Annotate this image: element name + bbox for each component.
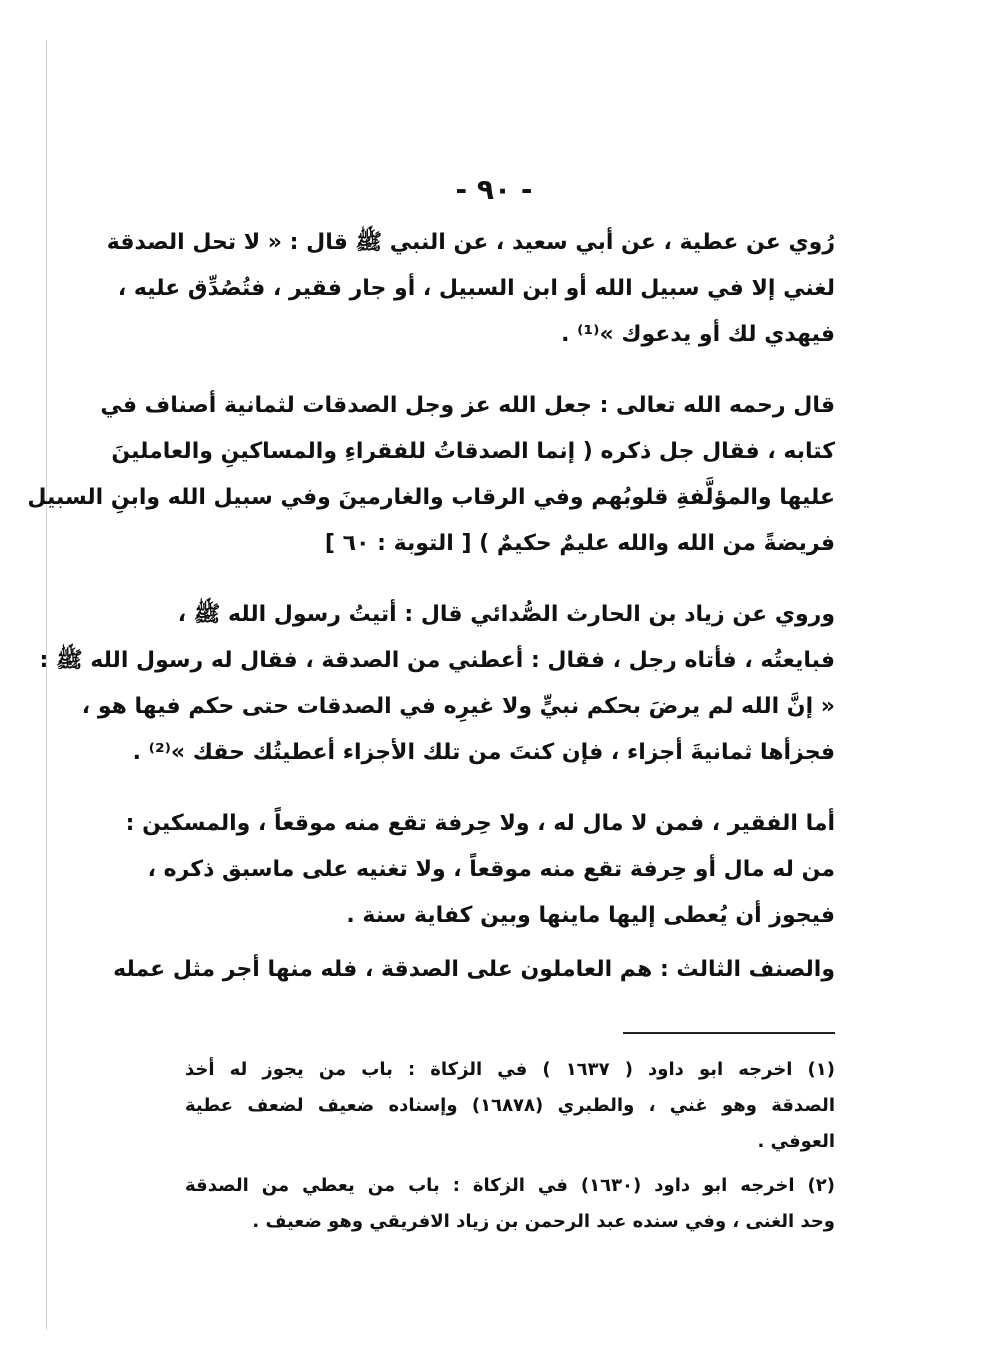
text-line: وروي عن زياد بن الحارث الصُّدائي قال : أتيتُ رسول الله ﷺ ، (177, 602, 835, 627)
text-line: والصنف الثالث : هم العاملون على الصدقة ، فله منها أجر مثل عمله (113, 957, 835, 982)
paragraph-hadith-atiyya (106, 220, 835, 358)
footnote-line: الصدقة وهو غني ، والطبري (١٦٨٧٨) وإسناده ضعيف لضعف عطية (185, 1095, 835, 1116)
scan-edge-line (46, 40, 47, 1330)
footnote-2 (185, 1168, 835, 1240)
footnote-separator (623, 1032, 835, 1034)
footnote-line: العوفي . (757, 1131, 835, 1152)
text-line: رُوي عن عطية ، عن أبي سعيد ، عن النبي ﷺ قال : « لا تحل الصدقة (106, 230, 835, 255)
text-line: « إنَّ الله لم يرضَ بحكم نبيٍّ ولا غيرِه في الصدقات حتى حكم فيها هو ، (81, 694, 835, 719)
footnote-line: وحد الغنى ، وفي سنده عبد الرحمن بن زياد الافريقي وهو ضعيف . (252, 1211, 835, 1232)
footnote-line: (١) اخرجه ابو داود ( ١٦٣٧ ) في الزكاة : باب من يجوز له أخذ (185, 1059, 836, 1080)
footnote-line: (٢) اخرجه ابو داود (١٦٣٠) في الزكاة : باب من يعطي من الصدقة (185, 1175, 835, 1196)
text-line: فبايعتُه ، فأتاه رجل ، فقال : أعطني من الصدقة ، فقال له رسول الله ﷺ : (39, 648, 835, 673)
text-line: كتابه ، فقال جل ذكره ( إنما الصدقاتُ للفقراءِ والمساكينِ والعاملينَ (111, 439, 835, 464)
footnote-1 (185, 1052, 835, 1160)
paragraph-eight-categories (27, 383, 835, 567)
text-line: لغني إلا في سبيل الله أو ابن السبيل ، أو جار فقير ، فتُصُدِّق عليه ، (117, 276, 835, 301)
text-line: قال رحمه الله تعالى : جعل الله عز وجل الصدقات لثمانية أصناف في (100, 393, 835, 418)
text-line: أما الفقير ، فمن لا مال له ، ولا حِرفة تقع منه موقعاً ، والمسكين : (125, 811, 835, 836)
page-number: - ٩٠ - (455, 173, 533, 206)
text-line: فيهدي لك أو يدعوك »⁽¹⁾ . (561, 322, 835, 347)
footnotes (185, 1052, 835, 1240)
paragraph-hadith-ziyad (39, 592, 835, 776)
text-line: فيجوز أن يُعطى إليها ماينها وبين كفاية سنة . (346, 903, 835, 928)
text-line: فجزأها ثمانيةَ أجزاء ، فإن كنتَ من تلك الأجزاء أعطيتُك حقك »⁽²⁾ . (132, 740, 835, 765)
paragraph-third-category (113, 947, 835, 993)
text-line: عليها والمؤلَّفةِ قلوبُهم وفي الرقاب والغارمينَ وفي سبيل الله وابنِ السبيل (27, 485, 835, 510)
text-line: فريضةً من الله والله عليمٌ حكيمٌ ) [ التوبة : ٦٠ ] (324, 531, 835, 556)
text-line: من له مال أو حِرفة تقع منه موقعاً ، ولا تغنيه على ماسبق ذكره ، (147, 857, 835, 882)
paragraph-poor-and-needy (125, 801, 835, 939)
main-text (27, 220, 835, 993)
